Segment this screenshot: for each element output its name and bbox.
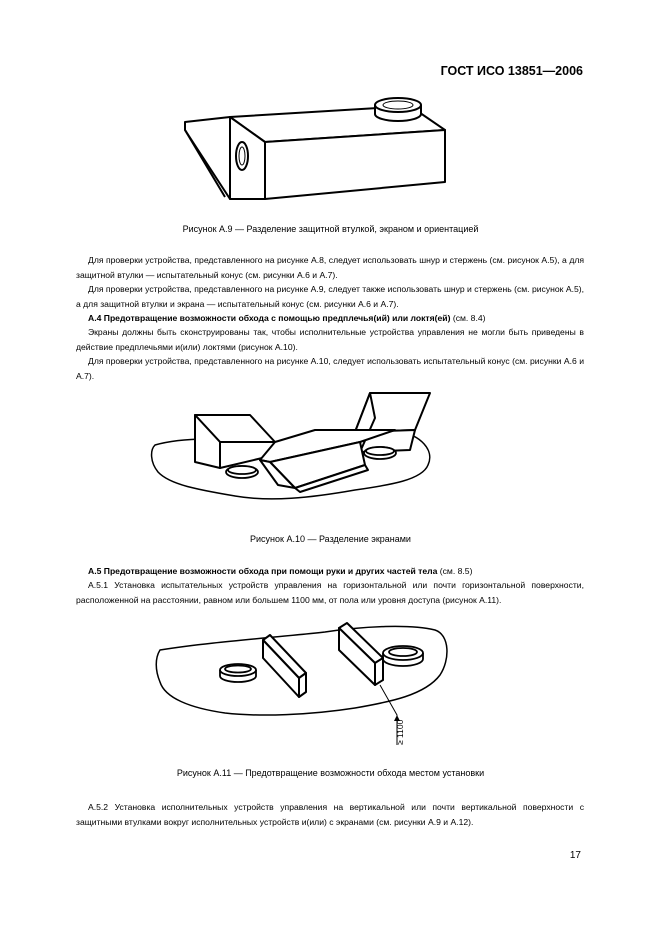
figure-a11-caption: Рисунок А.11 — Предотвращение возможности обхода местом установки (176, 768, 485, 778)
paragraph-6: А.5.2 Установка исполнительных устройств управления на вертикальной или почти вертикальной поверхности с защитными втулками вокруг исполнительных устройств и(или) с экранами (см. рисунки А.9 и А.12). (76, 802, 584, 827)
figure-a10-caption: Рисунок А.10 — Разделение экранами (250, 534, 411, 544)
section-a4-title: А.4 Предотвращение возможности обхода с помощью предплечья(ий) или локтя(ей) (88, 313, 451, 323)
figure-a10-drawing (150, 390, 440, 510)
page-number: 17 (569, 850, 581, 861)
section-a4-ref: (см. 8.4) (450, 313, 486, 323)
paragraph-1: Для проверки устройства, представленного на рисунке А.8, следует использовать шнур и стержень (см. рисунок А.5), а для защитной втулки — испытательный конус (см. рисунки А.6 и А.7). (76, 255, 584, 280)
section-a5-ref: (см. 8.5) (437, 566, 473, 576)
standard-header: ГОСТ ИСО 13851—2006 (440, 64, 583, 78)
figure-a9-caption: Рисунок А.9 — Разделение защитной втулкой, экраном и ориентацией (182, 224, 479, 234)
section-a5-heading (76, 564, 584, 579)
paragraph-5: А.5.1 Установка испытательных устройств управления на горизонтальной или почти горизонтальной поверхности, расположенной на расстоянии, равном или большем 1100 мм, от пола или уровня доступа (рисунок А.11). (76, 580, 584, 605)
paragraph-2: Для проверки устройства, представленного на рисунке А.9, следует также использовать шнур и стержень (см. рисунок А.5), а для защитной втулки и экрана — испытательный конус (см. рисунки А.6 и А.7). (76, 284, 584, 309)
paragraph-3: Экраны должны быть сконструированы так, чтобы исполнительные устройства управления не могли быть приведены в действие предплечьями и(или) локтями (рисунок А.10). (76, 327, 584, 352)
paragraph-4: Для проверки устройства, представленного на рисунке А.10, следует использовать испытательный конус (см. рисунки А.6 и А.7). (76, 356, 584, 381)
section-a4-heading (76, 311, 584, 326)
dimension-label: ≥ 1100 (395, 719, 405, 745)
figure-a11-drawing (150, 620, 450, 745)
figure-a9-drawing (180, 92, 450, 212)
section-a5-title: А.5 Предотвращение возможности обхода при помощи руки и других частей тела (88, 566, 438, 576)
